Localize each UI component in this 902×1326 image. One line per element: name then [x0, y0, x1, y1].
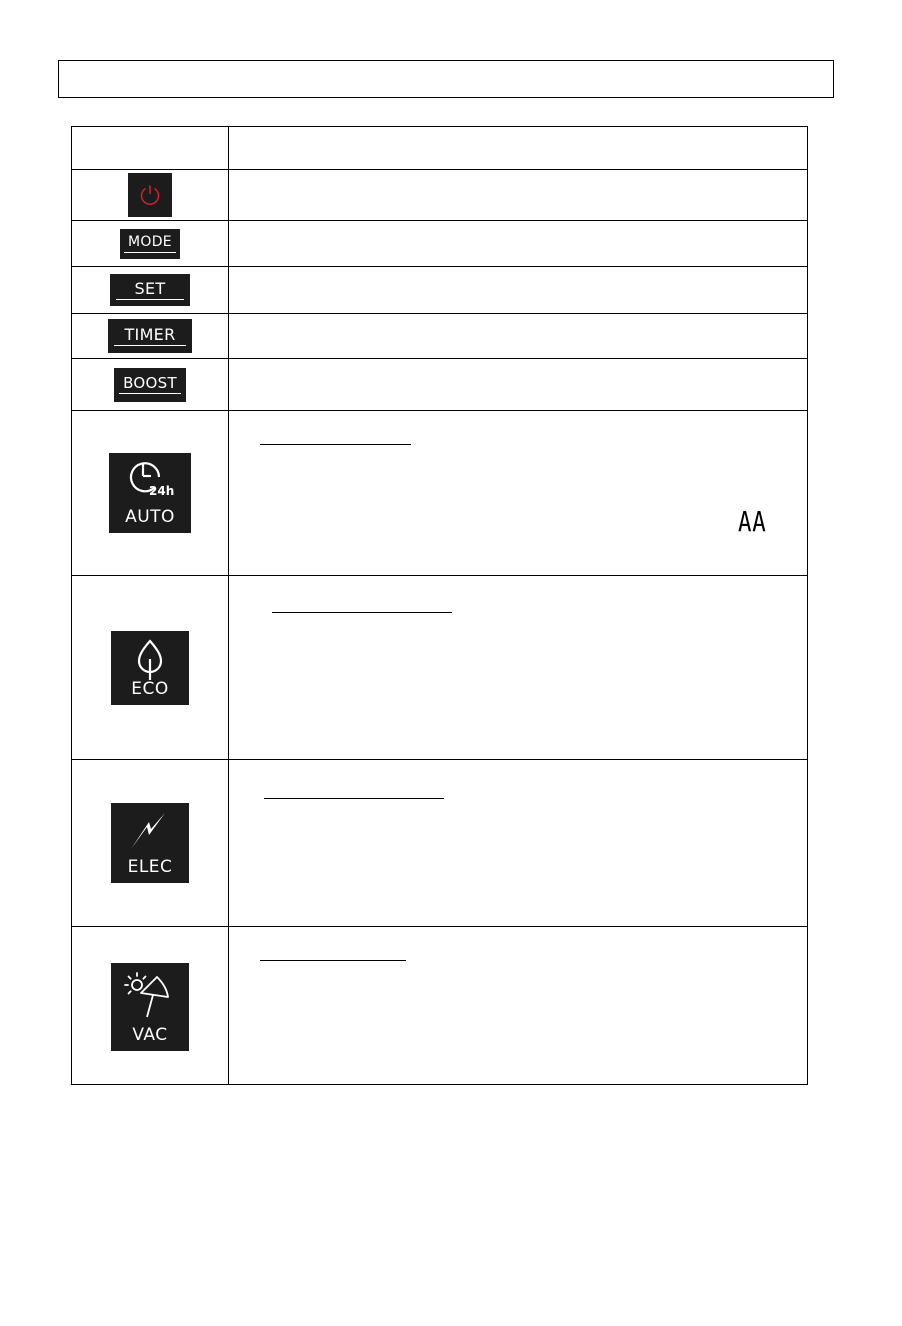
elec-label: ELEC [127, 857, 173, 877]
control-panel-table [71, 126, 808, 1085]
table-row [72, 410, 807, 575]
auto-heading-underline [260, 444, 411, 445]
header-col-icon [72, 127, 228, 169]
page-title [59, 61, 833, 79]
header-col-description [230, 127, 807, 169]
lightning-icon [129, 809, 169, 853]
sun-umbrella-icon [121, 967, 177, 1021]
eco-label: ECO [131, 678, 169, 699]
vac-label: VAC [132, 1024, 168, 1045]
auto-mode-icon [109, 453, 191, 533]
elec-heading-underline [264, 798, 444, 799]
eco-mode-icon [111, 631, 189, 705]
table-row [72, 358, 807, 410]
table-row [72, 220, 807, 266]
elec-mode-icon [111, 803, 189, 883]
page-title-box [58, 60, 834, 98]
vac-mode-icon [111, 963, 189, 1051]
leaf-icon [135, 639, 165, 681]
eco-heading-underline [272, 612, 452, 613]
auto-24h-badge: 24h [149, 484, 175, 498]
timer-button-icon: TIMER [108, 319, 192, 353]
table-row [72, 926, 807, 1086]
table-row [72, 759, 807, 926]
table-row [72, 169, 807, 220]
auto-label: AUTO [125, 507, 175, 527]
vac-heading-underline [260, 960, 406, 961]
table-row [72, 575, 807, 759]
boost-button-icon: BOOST [114, 368, 186, 402]
table-row [72, 266, 807, 313]
table-header-row [72, 127, 807, 169]
mode-button-icon: MODE [120, 229, 180, 259]
auto-display-readout: AA [738, 505, 767, 538]
table-row [72, 313, 807, 358]
set-button-icon: SET [110, 274, 190, 306]
power-icon [128, 173, 172, 217]
